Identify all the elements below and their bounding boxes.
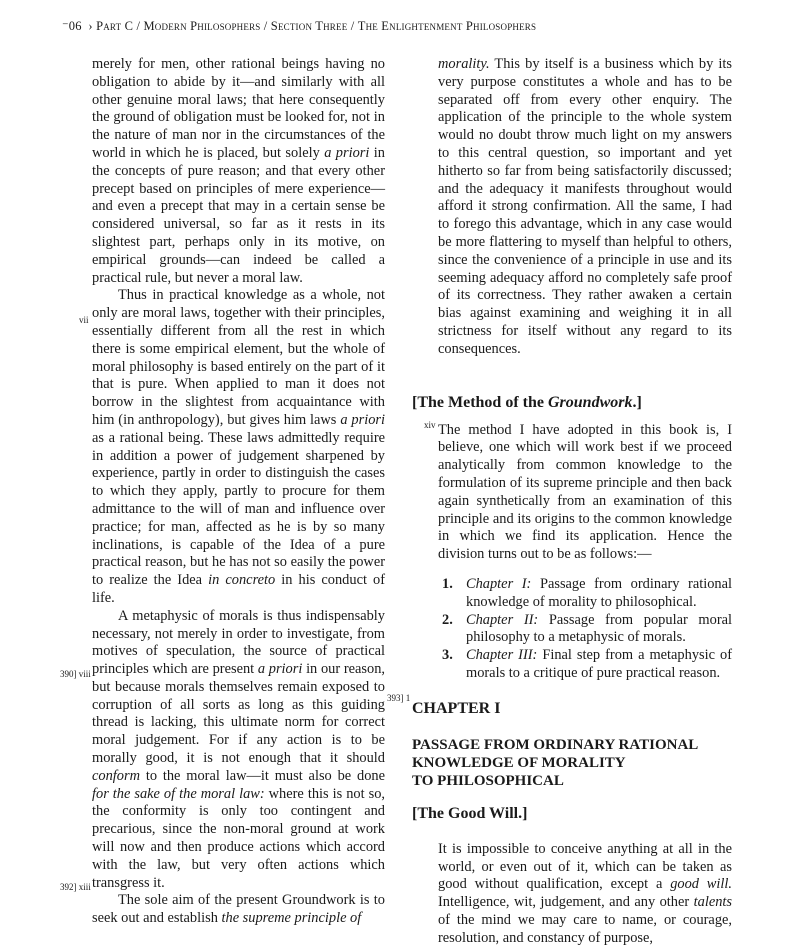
- section-heading-good-will: [The Good Will.]: [412, 804, 528, 822]
- paragraph: morality. This by itself is a business which by its very purpose constitutes a whole and has to be separated off from every other enquiry. The application of the principle to the whole system would no doubt throw much light on my answers to this central question, so important and yet hitherto so far from being satisfactorily discussed; and the adequacy it manifests throughout would afford it strong confirmation. All the same, I had to forego this advantage, which in any case would be more flattering to myself than helpful to others, since the convenience of a principle in use and its seeming adequacy afford no completely safe proof of its correctness. They rather awaken a certain bias against examining and weighing it in all strictness for itself without any regard to its consequences.: [438, 56, 732, 357]
- margin-note-vii: vii: [79, 315, 89, 325]
- paragraph: Thus in practical knowledge as a whole, not only are moral laws, together with their principles, essentially different from all the rest in which there is some empirical element, but the whole of moral philosophy is based entirely on the part of it that is pure. When applied to man it does not borrow in the slightest from acquaintance with him (in anthropology), but gives him laws a priori as a rational being. These laws admittedly require in addition a power of judgement sharpened by experience, partly in order to distinguish the cases to which they apply, partly to procure for them admittance to the will of man and influence over practice; for man, affected as he is by so many inclinations, is capable of the Idea of a pure practical reason, but he has not so easily the power to realize the Idea in concreto in his conduct of life.: [92, 287, 386, 606]
- list-item: 3. Chapter III: Final step from a metaphysic of morals to a critique of pure practical reason.: [442, 647, 732, 681]
- header-section: Modern Philosophers / Section Three: [143, 19, 348, 33]
- paragraph: The sole aim of the present Groundwork is to seek out and establish the supreme principle of: [92, 892, 385, 927]
- header-separator: /: [136, 19, 141, 33]
- header-separator: /: [350, 19, 355, 33]
- section-heading-method: [The Method of the Groundwork.]: [412, 393, 642, 411]
- margin-note-392: 392] xiii: [60, 882, 91, 892]
- paragraph: The method I have adopted in this book is, I believe, one which will work best if we proceed analytically from common knowledge to the formulation of its supreme principle and then back again synthetically from an examination of this principle and its origins to the common knowledge in which we find its application. Hence the division turns out to be as follows:—: [438, 421, 732, 563]
- list-item: 1. Chapter I: Passage from ordinary rational knowledge of morality to philosophical.: [442, 575, 732, 610]
- margin-note-390: 390] viii: [60, 669, 91, 679]
- right-column: [412, 56, 732, 947]
- header-subsection: The Enlightenment Philosophers: [357, 19, 537, 33]
- paragraph: merely for men, other rational beings having no obligation to abide by it—and similarly with all other genuine moral laws; that here consequently the ground of obligation must be looked for, not in the nature of man nor in the circumstances of the world in which he is placed, but solely a priori in the concepts of pure reason; and that every other precept based on principles of mere experience—and even a precept that may in a certain sense be considered universal, so far as it rests in its slightest part, perhaps only in its motive, on empirical grounds—can indeed be called a practical rule, but never a moral law.: [92, 56, 385, 286]
- header-part: Part C: [96, 19, 134, 33]
- header-arrow: ›: [88, 19, 93, 33]
- list-item: 2. Chapter II: Passage from popular moral philosophy to a metaphysic of morals.: [442, 611, 732, 646]
- chapter-list: [412, 576, 732, 683]
- page-number: ⁻06: [62, 19, 82, 33]
- running-header: [62, 18, 536, 34]
- chapter-heading: CHAPTER I: [412, 699, 501, 717]
- chapter-title: PASSAGE FROM ORDINARY RATIONAL KNOWLEDGE OF MORALITY TO PHILOSOPHICAL: [412, 736, 699, 789]
- margin-note-393: 393] 1: [387, 693, 411, 703]
- paragraph: It is impossible to conceive anything at all in the world, or even out of it, which can be taken as good without qualification, except a good will. Intelligence, wit, judgement, and any other talents of the mind we may care to name, or courage, resolution, and constancy of purpose,: [438, 840, 732, 946]
- left-column: [92, 56, 385, 928]
- margin-note-xiv: xiv: [424, 420, 436, 430]
- paragraph: A metaphysic of morals is thus indispensably necessary, not merely in order to investigate, from motives of speculation, the source of practical principles which are present a priori in our reason, but because morals themselves remain exposed to corruption of all sorts as long as this guiding thread is lacking, this ultimate norm for correct moral judgement. For if any action is to be morally good, it is not enough that it should conform to the moral law—it must also be done for the sake of the moral law: where this is not so, the conformity is only too contingent and precarious, since the non-moral ground at work will now and then produce actions which accord with the law, but very often actions which transgress it.: [92, 607, 386, 891]
